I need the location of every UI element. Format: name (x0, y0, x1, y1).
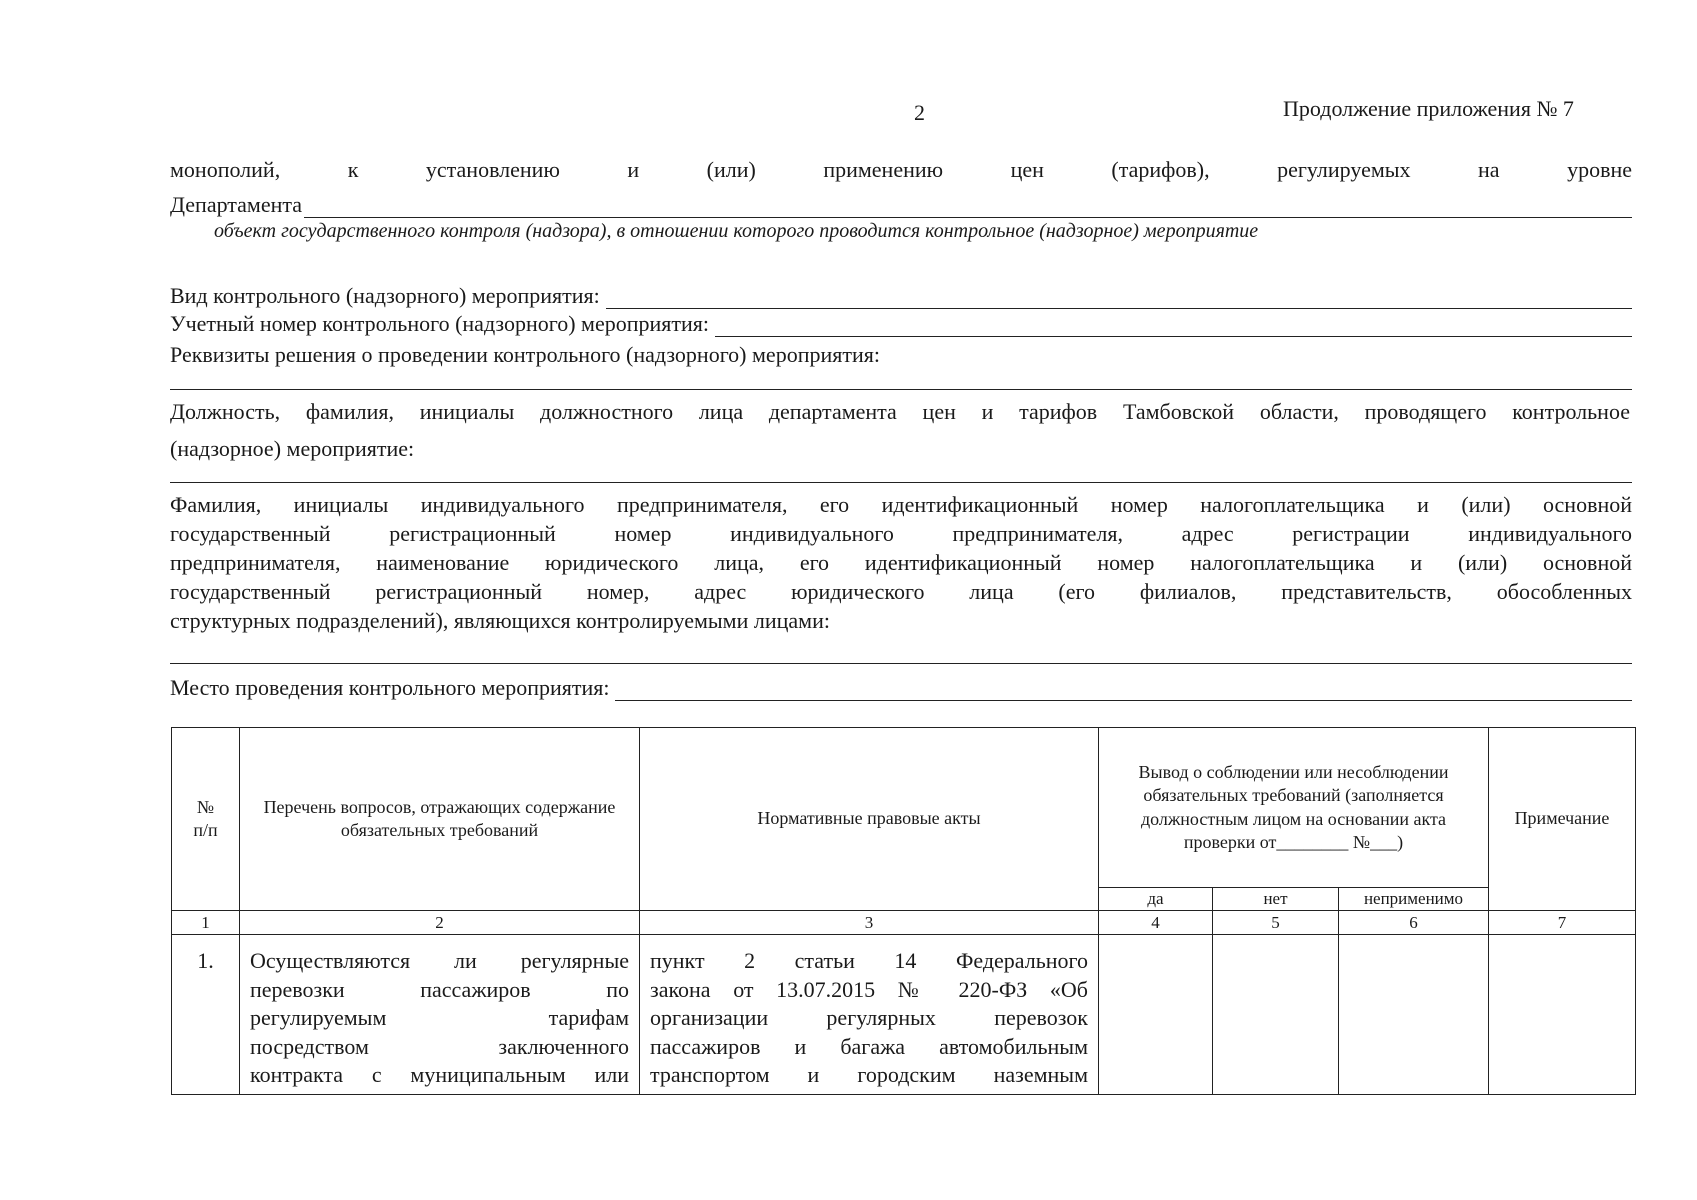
row-na-cell[interactable] (1339, 935, 1489, 1095)
entity-line-3: предпринимателя, наименование юридического лица, его идентификационный номер налогоплательщика и (или) основной (170, 550, 1632, 575)
intro-line: монополий, к установлению и (или) применению цен (тарифов), регулируемых на уровне (170, 157, 1632, 182)
header-questions: Перечень вопросов, отражающих содержание обязательных требований (240, 728, 640, 911)
act-line: организации регулярных перевозок (650, 1005, 1088, 1031)
place-label: Место проведения контрольного мероприятия: (170, 675, 610, 700)
row-no-cell[interactable] (1213, 935, 1339, 1095)
question-line: контракта с муниципальным или (250, 1062, 629, 1088)
reg-number-field (170, 311, 1632, 337)
act-line: пассажиров и багажа автомобильным (650, 1033, 1088, 1059)
row-yes-cell[interactable] (1099, 935, 1213, 1095)
header-na: неприменимо (1339, 888, 1489, 911)
checklist-table (171, 727, 1636, 1095)
row-note-cell[interactable] (1489, 935, 1636, 1095)
header-conclusion: Вывод о соблюдении или несоблюдении обязательных требований (заполняется должностным лицом на основании акта проверки от________ №___) (1099, 728, 1489, 888)
index-cell: 1 (172, 911, 240, 935)
department-line (170, 192, 1632, 218)
entity-line-5: структурных подразделений), являющихся контролируемыми лицами: (170, 608, 830, 633)
object-caption: объект государственного контроля (надзора), в отношении которого проводится контрольное (надзорное) мероприятие (214, 220, 1259, 242)
index-cell: 4 (1099, 911, 1213, 935)
act-line: транспортом и городским наземным (650, 1062, 1088, 1088)
index-cell: 6 (1339, 911, 1489, 935)
entity-line-1: Фамилия, инициалы индивидуального предпринимателя, его идентификационный номер налогоплательщика и (или) основной (170, 492, 1632, 517)
official-line-2: (надзорное) мероприятие: (170, 436, 415, 461)
page-number: 2 (914, 100, 925, 125)
entity-fill-line (170, 663, 1632, 664)
place-fill-line (615, 680, 1632, 701)
department-fill-line (304, 197, 1632, 218)
kind-field (170, 283, 1632, 309)
header-acts: Нормативные правовые акты (640, 728, 1099, 911)
index-cell: 5 (1213, 911, 1339, 935)
index-cell: 7 (1489, 911, 1636, 935)
act-line: закона от 13.07.2015 № 220-ФЗ «Об (650, 976, 1088, 1002)
reg-number-fill-line (715, 316, 1632, 337)
question-line: перевозки пассажиров по (250, 976, 629, 1002)
reg-number-label: Учетный номер контрольного (надзорного) мероприятия: (170, 311, 710, 336)
kind-fill-line (606, 288, 1632, 309)
decision-label: Реквизиты решения о проведении контрольного (надзорного) мероприятия: (170, 342, 880, 367)
header-note: Примечание (1489, 728, 1636, 911)
header-yes: да (1099, 888, 1213, 911)
row-acts (640, 935, 1099, 1095)
appendix-continuation: Продолжение приложения № 7 (1283, 96, 1574, 121)
column-index-row (172, 911, 1636, 935)
index-cell: 3 (640, 911, 1099, 935)
question-line: Осуществляются ли регулярные (250, 948, 629, 974)
official-fill-line (170, 482, 1632, 483)
kind-label: Вид контрольного (надзорного) мероприятия: (170, 283, 600, 308)
act-line: пункт 2 статьи 14 Федерального (650, 948, 1088, 974)
place-field (170, 675, 1632, 701)
header-num: № п/п (172, 728, 240, 911)
department-label: Департамента (170, 192, 303, 217)
question-line: посредством заключенного (250, 1033, 629, 1059)
row-question (240, 935, 640, 1095)
official-line-1: Должность, фамилия, инициалы должностного лица департамента цен и тарифов Тамбовской области, проводящего контрольное (170, 399, 1630, 424)
entity-line-2: государственный регистрационный номер индивидуального предпринимателя, адрес регистрации индивидуального (170, 521, 1632, 546)
index-cell: 2 (240, 911, 640, 935)
decision-fill-line (170, 389, 1632, 390)
header-no: нет (1213, 888, 1339, 911)
entity-line-4: государственный регистрационный номер, адрес юридического лица (его филиалов, представительств, обособленных (170, 579, 1632, 604)
row-number: 1. (172, 935, 240, 1095)
table-row (172, 935, 1636, 1095)
question-line: регулируемым тарифам (250, 1005, 629, 1031)
